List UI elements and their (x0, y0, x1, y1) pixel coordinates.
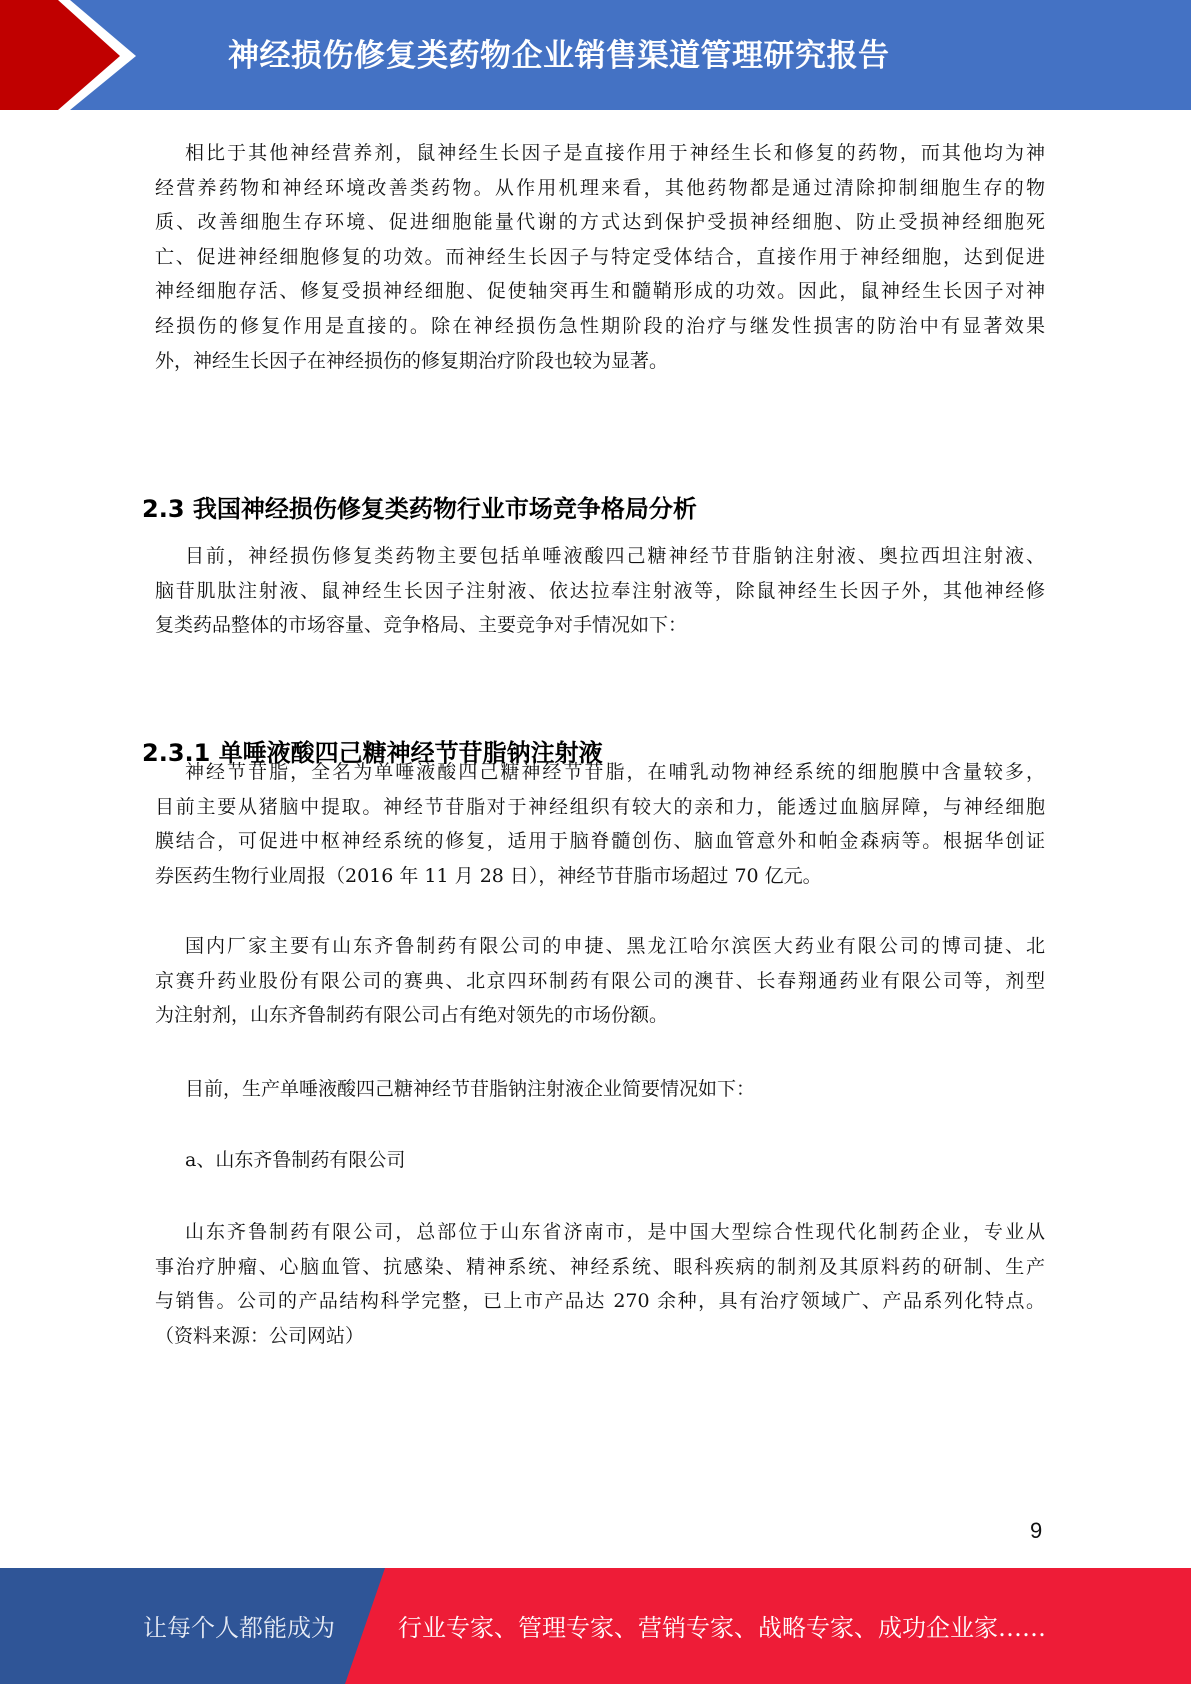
paragraph-line: 券医药生物行业周报（2016 年 11 月 28 日），神经节苷脂市场超过 70 亿元。 (155, 864, 822, 887)
paragraph-line: 亡、促进神经细胞修复的功效。而神经生长因子与特定受体结合，直接作用于神经细胞，达到促进 (155, 245, 1045, 268)
paragraph-line: 与销售。公司的产品结构科学完整，已上市产品达 270 余种，具有治疗领域广、产品系列化特点。 (155, 1290, 1045, 1313)
paragraph-line: 目前主要从猪脑中提取。神经节苷脂对于神经组织有较大的亲和力，能透过血脑屏障，与神经细胞 (155, 795, 1045, 818)
footer-slogan-right: 行业专家、管理专家、营销专家、战略专家、成功企业家…… (398, 1614, 1046, 1642)
paragraph-line: 质、改善细胞生存环境、促进细胞能量代谢的方式达到保护受损神经细胞、防止受损神经细胞死 (155, 211, 1045, 234)
paragraph-line: 复类药品整体的市场容量、竞争格局、主要竞争对手情况如下： (155, 614, 688, 637)
paragraph-line: 国内厂家主要有山东齐鲁制药有限公司的申捷、黑龙江哈尔滨医大药业有限公司的博司捷、北 (185, 935, 1045, 957)
page-number: 9 (1030, 1518, 1043, 1543)
paragraph-line: 脑苷肌肽注射液、鼠神经生长因子注射液、依达拉奉注射液等，除鼠神经生长因子外，其他神经修 (155, 579, 1045, 602)
paragraph-line: 山东齐鲁制药有限公司，总部位于山东省济南市，是中国大型综合性现代化制药企业，专业从 (185, 1221, 1045, 1243)
paragraph-line: 神经节苷脂，全名为单唾液酸四己糖神经节苷脂，在哺乳动物神经系统的细胞膜中含量较多， (185, 761, 1045, 783)
paragraph-line: 为注射剂，山东齐鲁制药有限公司占有绝对领先的市场份额。 (155, 1004, 669, 1027)
footer-slogan-left: 让每个人都能成为 (143, 1614, 335, 1642)
page-footer (0, 1568, 1191, 1684)
section-heading-2-3: 2.3 我国神经损伤修复类药物行业市场竞争格局分析 (142, 495, 697, 523)
paragraph-line: 目前，生产单唾液酸四己糖神经节苷脂钠注射液企业简要情况如下： (185, 1078, 756, 1100)
paragraph-line: a、山东齐鲁制药有限公司 (185, 1149, 406, 1171)
paragraph-line: 事治疗肿瘤、心脑血管、抗感染、精神系统、神经系统、眼科疾病的制剂及其原料药的研制、生产 (155, 1255, 1045, 1278)
paragraph-line: 京赛升药业股份有限公司的赛典、北京四环制药有限公司的澳苷、长春翔通药业有限公司等，剂型 (155, 969, 1045, 992)
paragraph-line: 相比于其他神经营养剂，鼠神经生长因子是直接作用于神经生长和修复的药物，而其他均为神 (185, 142, 1045, 164)
paragraph-line: （资料来源：公司网站） (155, 1324, 365, 1347)
paragraph-line: 外，神经生长因子在神经损伤的修复期治疗阶段也较为显著。 (155, 349, 669, 372)
paragraph-line: 神经细胞存活、修复受损神经细胞、促使轴突再生和髓鞘形成的功效。因此，鼠神经生长因子对神 (155, 280, 1045, 303)
paragraph-line: 经营养药物和神经环境改善类药物。从作用机理来看，其他药物都是通过清除抑制细胞生存的物 (155, 176, 1045, 199)
paragraph-line: 目前，神经损伤修复类药物主要包括单唾液酸四己糖神经节苷脂钠注射液、奥拉西坦注射液、 (185, 545, 1045, 567)
report-title: 神经损伤修复类药物企业销售渠道管理研究报告 (228, 38, 890, 74)
paragraph-line: 经损伤的修复作用是直接的。除在神经损伤急性期阶段的治疗与继发性损害的防治中有显著效果 (155, 315, 1045, 337)
paragraph-line: 膜结合，可促进中枢神经系统的修复，适用于脑脊髓创伤、脑血管意外和帕金森病等。根据华创证 (155, 830, 1045, 853)
page-header (0, 0, 1191, 110)
section-heading-2-3-1: 2.3.1 单唾液酸四己糖神经节苷脂钠注射液 (142, 739, 603, 767)
